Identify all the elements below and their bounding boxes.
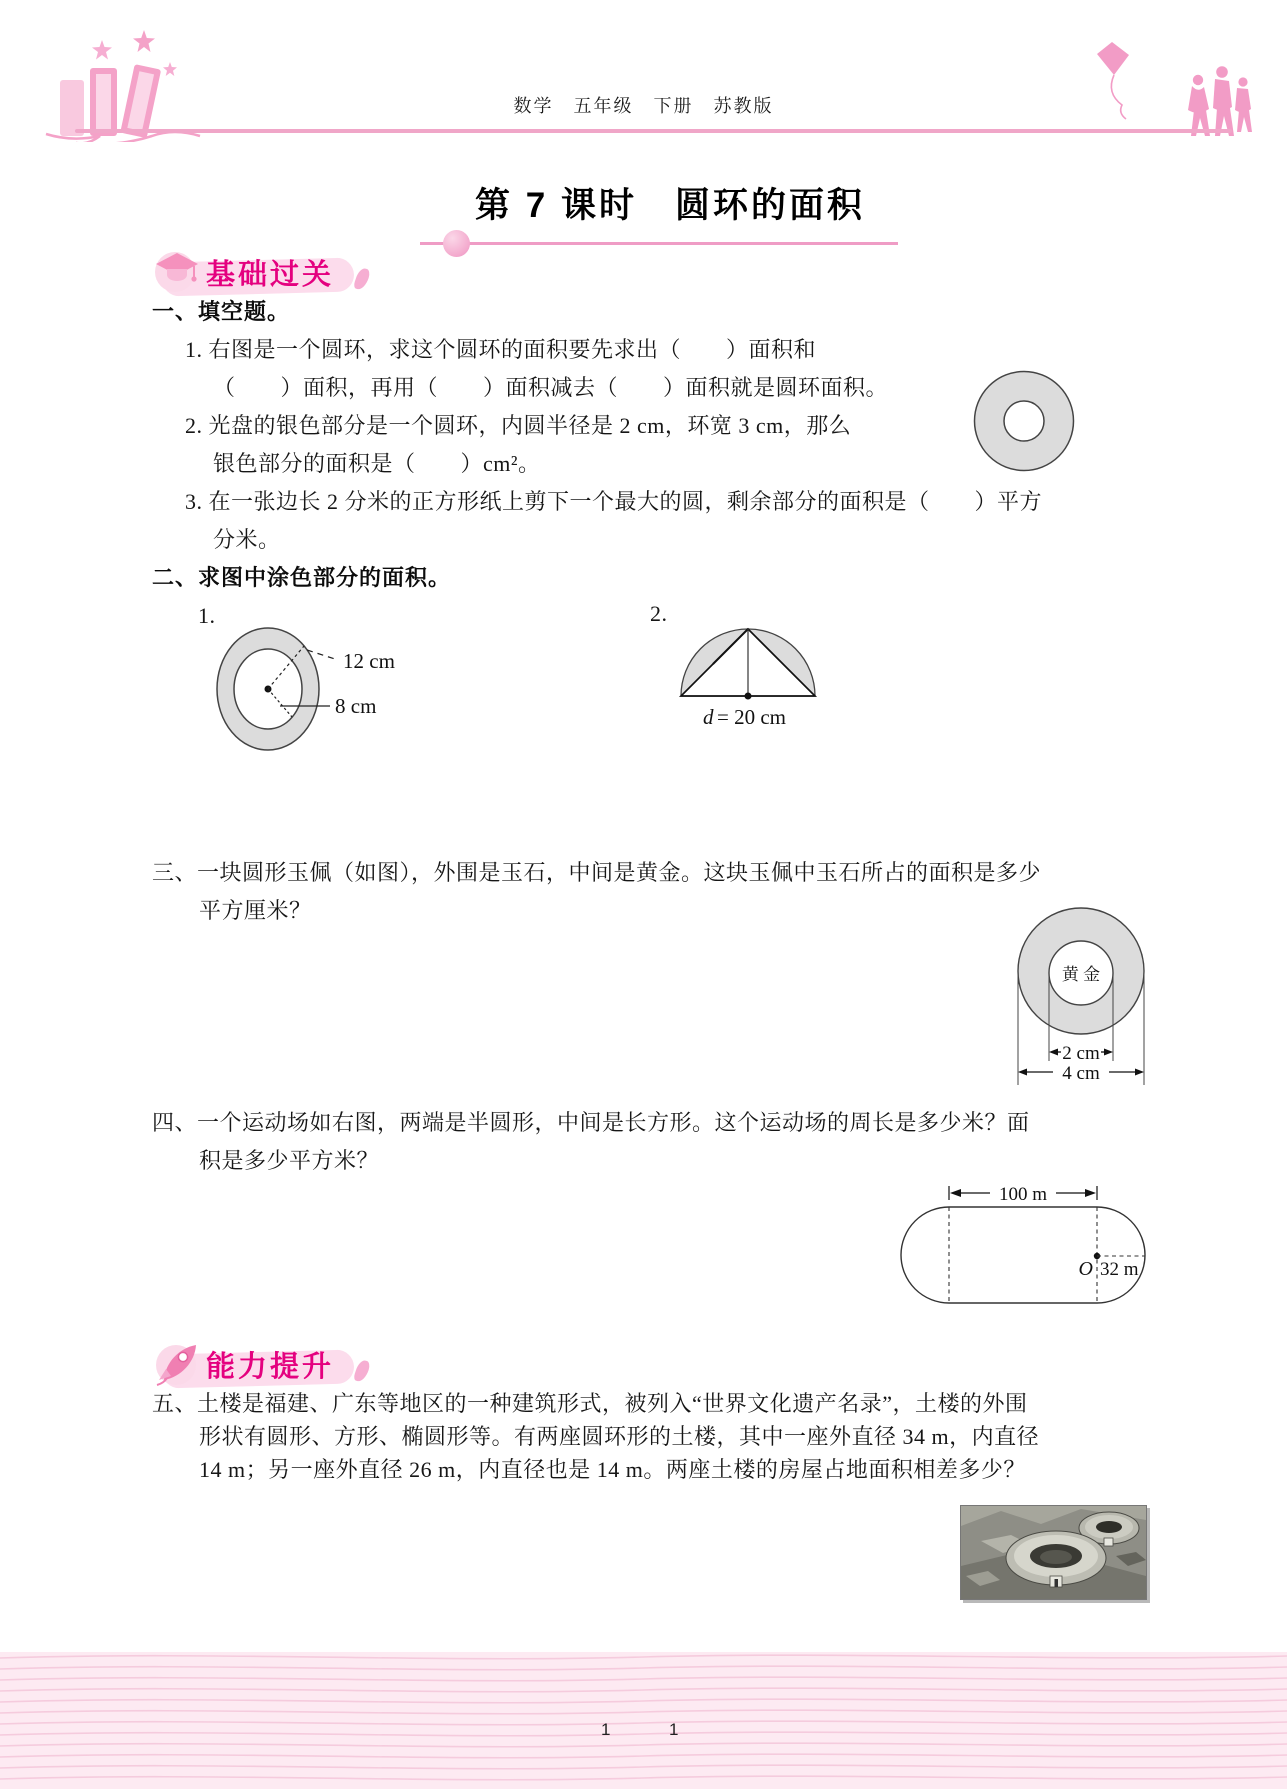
outer-radius-label: 12 cm [343,649,395,673]
section-advanced-badge [148,1336,508,1392]
q1-heading: 一、填空题。 [152,299,291,324]
section-basic-label: 基础过关 [206,259,335,291]
q2-fig2-label: 2. [650,601,668,626]
rect-length-label: 100 m [998,1184,1048,1205]
q3-line1: 三、一块圆形玉佩（如图），外围是玉石，中间是黄金。这块玉佩中玉石所占的面积是多少 [152,860,1042,885]
q5-line2: 形状有圆形、方形、椭圆形等。有两座圆环形的土楼，其中一座外直径 34 m，内直径 [199,1424,1040,1449]
q1-item2-line2: 银色部分的面积是（ ）cm²。 [213,451,541,476]
section-advanced-label: 能力提升 [206,1351,335,1383]
badge-comma-ornament [353,1359,371,1384]
section-basic-badge [148,244,508,300]
tulou-photo [960,1505,1147,1600]
rocket-icon [152,1338,202,1388]
page-title: 第 7 课时 圆环的面积 [475,186,865,225]
diameter-value-label: = 20 cm [717,705,786,729]
shaded-ring-figure [195,598,475,773]
graduation-cap-icon [152,246,202,296]
badge-comma-ornament [353,267,371,292]
q2-heading: 二、求图中涂色部分的面积。 [152,565,452,590]
inner-radius-label: 8 cm [335,694,377,718]
tulou-photo-image [961,1506,1146,1599]
footer-waves-decoration [0,1652,1287,1789]
q4-line2: 积是多少平方米？ [199,1148,380,1173]
annulus-figure [958,355,1090,487]
jade-pendant-figure [995,893,1175,1093]
page-number-right: 1 [669,1720,679,1739]
q2-fig1-label: 1. [198,603,216,628]
gold-center-label: 黄 金 [1061,965,1101,984]
stadium-figure [893,1178,1155,1316]
footer-band [0,1652,1287,1789]
q3-line2: 平方厘米？ [199,898,312,923]
diameter-var-label: d [703,705,714,729]
books-decoration-icon [40,30,210,142]
outer-diameter-label: 4 cm [1062,1063,1100,1084]
q5-line3: 14 m；另一座外直径 26 m，内直径也是 14 m。两座土楼的房屋占地面积相差多少？ [199,1457,1026,1482]
page-number-left: 1 [601,1720,611,1739]
center-point-label: O [1078,1258,1093,1280]
q1-item3-line1: 3. 在一张边长 2 分米的正方形纸上剪下一个最大的圆，剩余部分的面积是（ ）平方 [185,489,1043,514]
semicircle-figure [645,598,925,743]
q5-line1: 五、土楼是福建、广东等地区的一种建筑形式，被列入“世界文化遗产名录”，土楼的外围 [152,1391,1028,1416]
q1-item1-line1: 1. 右图是一个圆环，求这个圆环的面积要先求出（ ）面积和 [185,337,817,362]
radius-label: 32 m [1100,1259,1139,1280]
inner-diameter-label: 2 cm [1062,1043,1100,1064]
q1-item1-line2: （ ）面积，再用（ ）面积减去（ ）面积就是圆环面积。 [213,375,889,400]
course-info: 数学 五年级 下册 苏教版 [513,96,774,116]
q4-line1: 四、一个运动场如右图，两端是半圆形，中间是长方形。这个运动场的周长是多少米？面 [152,1110,1030,1135]
header-divider [75,129,1232,133]
q1-item2-line1: 2. 光盘的银色部分是一个圆环，内圆半径是 2 cm，环宽 3 cm，那么 [185,413,852,438]
q1-item3-line2: 分米。 [213,527,281,552]
